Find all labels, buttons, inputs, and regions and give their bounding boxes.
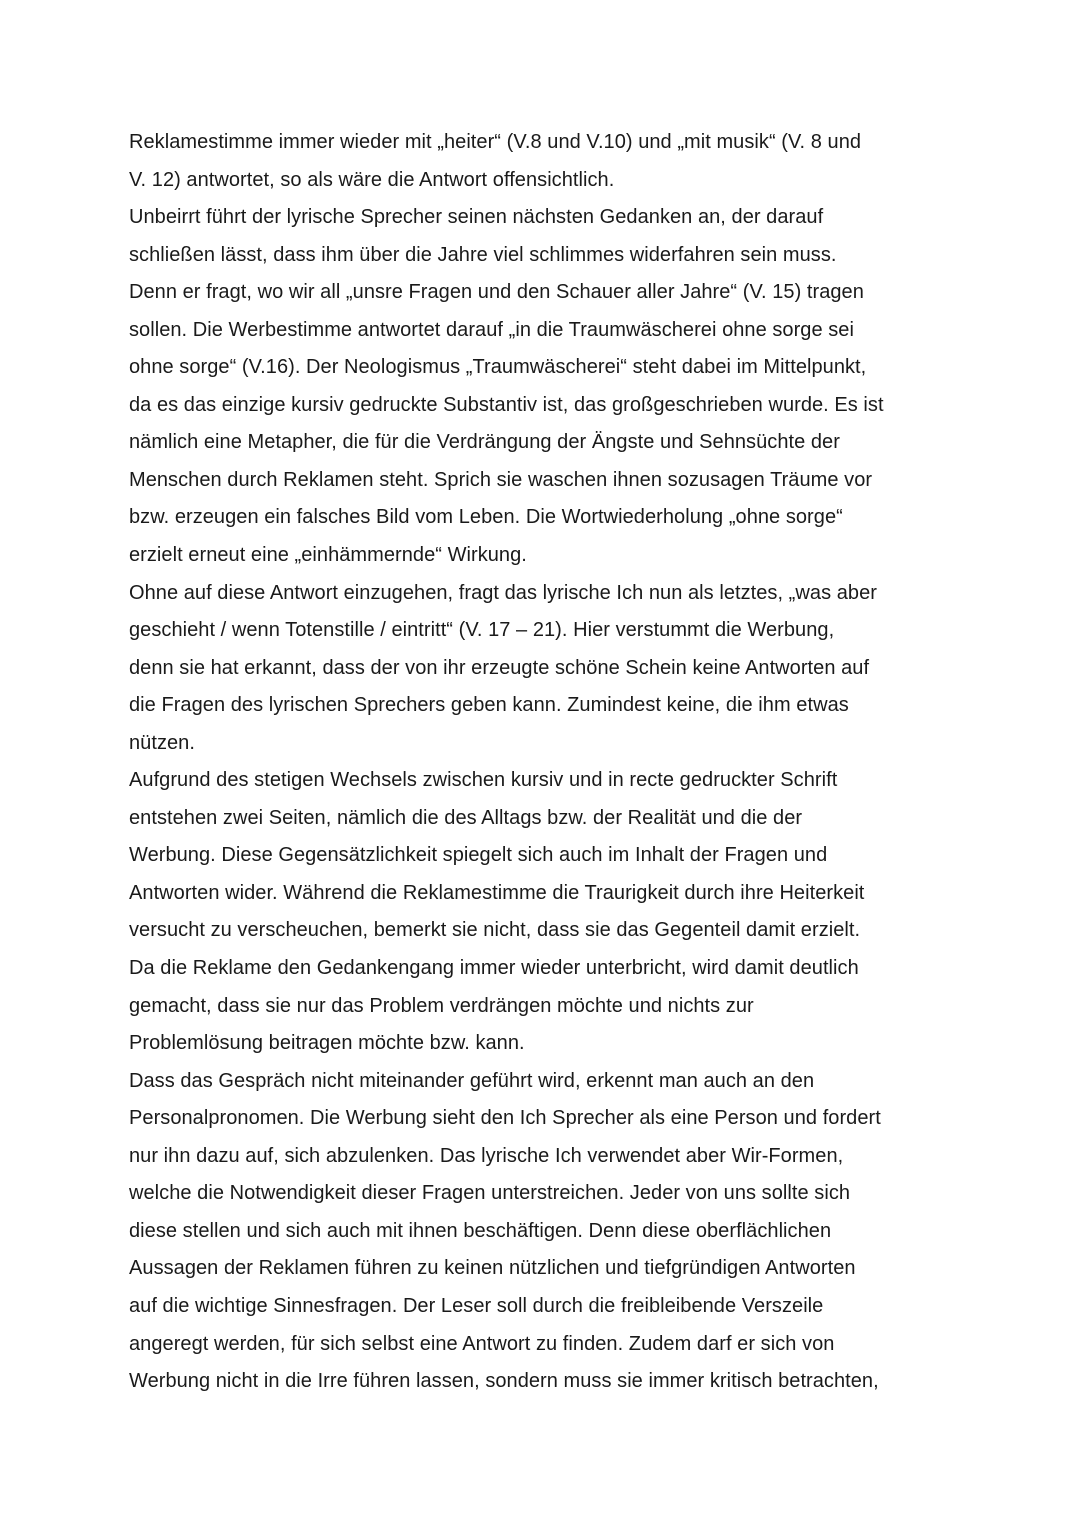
text-line: Problemlösung beitragen möchte bzw. kann. [129,1032,525,1055]
text-line: da es das einzige kursiv gedruckte Substantiv ist, das großgeschrieben wurde. Es ist [129,393,884,416]
text-line: nämlich eine Metapher, die für die Verdrängung der Ängste und Sehnsüchte der [129,431,840,454]
text-line: sollen. Die Werbestimme antwortet darauf „in die Traumwäscherei ohne sorge sei [129,318,854,341]
text-line: geschieht / wenn Totenstille / eintritt“ (V. 17 – 21). Hier verstummt die Werbung, [129,619,835,642]
text-line: Unbeirrt führt der lyrische Sprecher seinen nächsten Gedanken an, der darauf [129,206,824,229]
text-line: nur ihn dazu auf, sich abzulenken. Das lyrische Ich verwendet aber Wir-Formen, [129,1144,844,1167]
text-line: angeregt werden, für sich selbst eine Antwort zu finden. Zudem darf er sich von [129,1332,835,1355]
text-line: welche die Notwendigkeit dieser Fragen unterstreichen. Jeder von uns sollte sich [129,1182,851,1205]
text-line: Personalpronomen. Die Werbung sieht den Ich Sprecher als eine Person und fordert [129,1107,881,1130]
text-line: Aussagen der Reklamen führen zu keinen nützlichen und tiefgründigen Antworten [129,1257,856,1280]
text-line: denn sie hat erkannt, dass der von ihr erzeugte schöne Schein keine Antworten auf [129,656,870,679]
text-line: nützen. [129,731,195,754]
text-line: Werbung. Diese Gegensätzlichkeit spiegelt sich auch im Inhalt der Fragen und [129,844,828,867]
text-line: entstehen zwei Seiten, nämlich die des Alltags bzw. der Realität und die der [129,806,803,829]
text-line: diese stellen und sich auch mit ihnen beschäftigen. Denn diese oberflächlichen [129,1219,832,1242]
text-line: versucht zu verscheuchen, bemerkt sie nicht, dass sie das Gegenteil damit erzielt. [129,919,861,942]
text-line: schließen lässt, dass ihm über die Jahre viel schlimmes widerfahren sein muss. [129,243,837,266]
text-line: Dass das Gespräch nicht miteinander geführt wird, erkennt man auch an den [129,1069,815,1092]
text-line: bzw. erzeugen ein falsches Bild vom Leben. Die Wortwiederholung „ohne sorge“ [129,506,843,529]
text-line: Ohne auf diese Antwort einzugehen, fragt das lyrische Ich nun als letztes, „was aber [129,581,877,604]
text-line: die Fragen des lyrischen Sprechers geben kann. Zumindest keine, die ihm etwas [129,694,849,717]
text-line: V. 12) antwortet, so als wäre die Antwort offensichtlich. [129,168,615,191]
text-line: Reklamestimme immer wieder mit „heiter“ (V.8 und V.10) und „mit musik“ (V. 8 und [129,131,862,153]
text-line: gemacht, dass sie nur das Problem verdrängen möchte und nichts zur [129,994,754,1017]
text-line: Menschen durch Reklamen steht. Sprich sie waschen ihnen sozusagen Träume vor [129,468,873,491]
text-line: Aufgrund des stetigen Wechsels zwischen kursiv und in recte gedruckter Schrift [129,769,838,792]
text-line: erzielt erneut eine „einhämmernde“ Wirkung. [129,544,527,567]
text-line: ohne sorge“ (V.16). Der Neologismus „Traumwäscherei“ steht dabei im Mittelpunkt, [129,356,867,379]
text-line: Werbung nicht in die Irre führen lassen, sondern muss sie immer kritisch betrachten, [129,1370,879,1393]
text-line: Denn er fragt, wo wir all „unsre Fragen und den Schauer aller Jahre“ (V. 15) tragen [129,281,864,304]
text-line: auf die wichtige Sinnesfragen. Der Leser soll durch die freibleibende Verszeile [129,1294,824,1317]
text-line: Da die Reklame den Gedankengang immer wieder unterbricht, wird damit deutlich [129,957,859,980]
document-body-text [129,124,959,1401]
text-line: Antworten wider. Während die Reklamestimme die Traurigkeit durch ihre Heiterkeit [129,881,865,904]
